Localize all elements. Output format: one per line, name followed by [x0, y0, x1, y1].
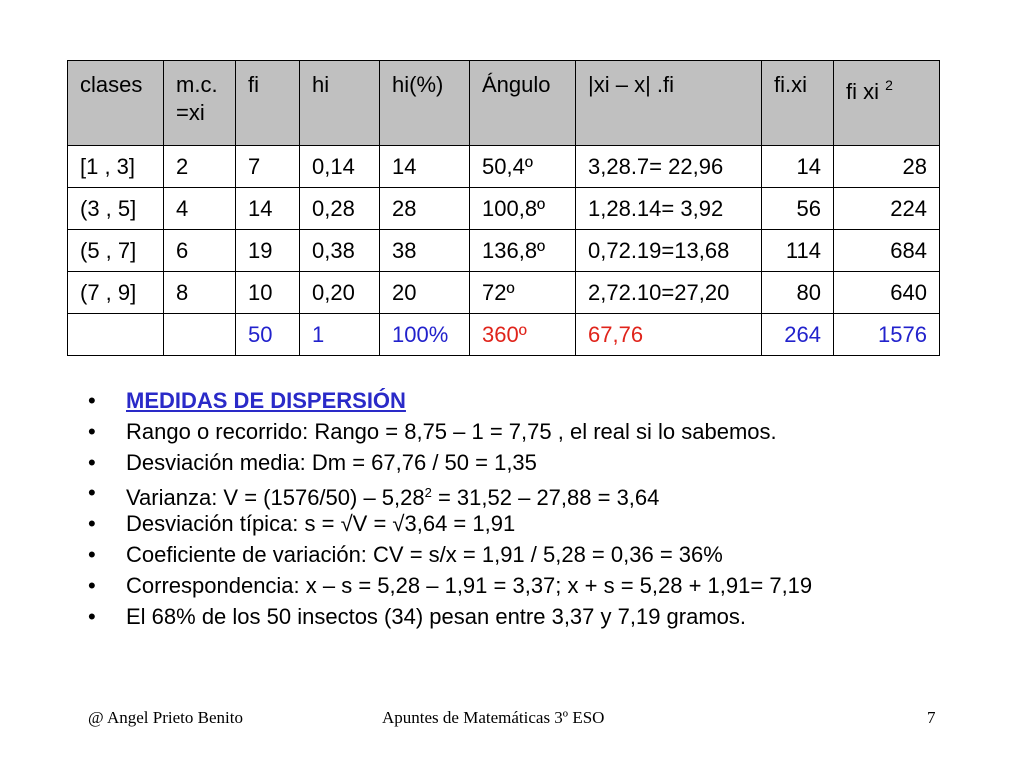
cell-angulo: 136,8º — [470, 230, 576, 272]
correspondencia-text: Correspondencia: x – s = 5,28 – 1,91 = 3,37; x + s = 5,28 + 1,91= 7,19 — [126, 572, 813, 598]
bullet-icon: • — [88, 511, 96, 537]
cell-angulo: 72º — [470, 272, 576, 314]
total-hi-percent: 100% — [380, 314, 470, 356]
bullet-heading — [88, 386, 812, 417]
cell-marca-clase: 6 — [164, 230, 236, 272]
total-hi: 1 — [300, 314, 380, 356]
table-row — [68, 188, 940, 230]
cell-fi: 7 — [236, 146, 300, 188]
header-hi: hi — [300, 61, 380, 146]
totals-row — [68, 314, 940, 356]
bullet-icon: • — [88, 388, 96, 413]
total-abs-deviation: 67,76 — [576, 314, 762, 356]
cell-marca-clase: 8 — [164, 272, 236, 314]
header-fi-xi: fi.xi — [762, 61, 834, 146]
bullet-desviacion-tipica — [88, 509, 812, 540]
desviacion-media-text: Desviación media: Dm = 67,76 / 50 = 1,35 — [126, 449, 537, 475]
header-abs-deviation: |xi – x| .fi — [576, 61, 762, 146]
cell-fi-xi-squared: 28 — [834, 146, 940, 188]
dispersion-measures-list — [88, 386, 812, 632]
cell-total-empty — [164, 314, 236, 356]
cell-marca-clase: 4 — [164, 188, 236, 230]
cell-marca-clase: 2 — [164, 146, 236, 188]
total-fi-xi: 264 — [762, 314, 834, 356]
bullet-icon: • — [88, 541, 96, 567]
bullet-varianza — [88, 478, 812, 509]
table-header-row — [68, 61, 940, 146]
bullet-coeficiente — [88, 540, 812, 571]
section-heading: MEDIDAS DE DISPERSIÓN — [126, 388, 406, 413]
cell-hi: 0,38 — [300, 230, 380, 272]
cell-abs-deviation: 1,28.14= 3,92 — [576, 188, 762, 230]
cell-hi-percent: 28 — [380, 188, 470, 230]
cell-angulo: 100,8º — [470, 188, 576, 230]
cell-abs-deviation: 3,28.7= 22,96 — [576, 146, 762, 188]
bullet-rango — [88, 417, 812, 448]
cell-hi: 0,14 — [300, 146, 380, 188]
table-row — [68, 230, 940, 272]
bullet-correspondencia — [88, 571, 812, 602]
cell-clases: [1 , 3] — [68, 146, 164, 188]
header-marca-clase: m.c. =xi — [164, 61, 236, 146]
footer-course-title: Apuntes de Matemáticas 3º ESO — [382, 708, 605, 727]
cell-fi-xi-squared: 640 — [834, 272, 940, 314]
desviacion-tipica-text: Desviación típica: s = √V = √3,64 = 1,91 — [126, 511, 516, 537]
header-angulo: Ángulo — [470, 61, 576, 146]
footer-author: @ Angel Prieto Benito — [88, 708, 243, 727]
cell-fi: 10 — [236, 272, 300, 314]
cell-hi-percent: 38 — [380, 230, 470, 272]
varianza-text: Varianza: $V = (1576/50) - 5,28^2 = 31,52 - 27,88 = 3,64$ — [126, 485, 660, 511]
total-fi-xi-squared: 1576 — [834, 314, 940, 356]
header-hi-percent: hi(%) — [380, 61, 470, 146]
cell-clases: (5 , 7] — [68, 230, 164, 272]
bullet-icon: • — [88, 418, 96, 444]
cell-hi: 0,20 — [300, 272, 380, 314]
bullet-icon: • — [88, 572, 96, 598]
cell-fi-xi: 80 — [762, 272, 834, 314]
cell-clases: (3 , 5] — [68, 188, 164, 230]
table-row — [68, 146, 940, 188]
header-clases: clases — [68, 61, 164, 146]
frequency-table — [67, 60, 940, 356]
total-fi: 50 — [236, 314, 300, 356]
cell-clases: (7 , 9] — [68, 272, 164, 314]
bullet-icon: • — [88, 480, 96, 506]
cell-abs-deviation: 2,72.10=27,20 — [576, 272, 762, 314]
bullet-desviacion-media — [88, 448, 812, 479]
cell-fi-xi-squared: 224 — [834, 188, 940, 230]
header-fi-xi-squared: fi xi $^2$ — [834, 61, 940, 146]
cell-fi-xi: 14 — [762, 146, 834, 188]
total-angulo: 360º — [470, 314, 576, 356]
cell-total-empty — [68, 314, 164, 356]
rango-text: Rango o recorrido: Rango = 8,75 – 1 = 7,75 , el real si lo sabemos. — [126, 418, 777, 444]
bullet-conclusion — [88, 602, 812, 633]
table-row — [68, 272, 940, 314]
cell-hi-percent: 14 — [380, 146, 470, 188]
header-fi: fi — [236, 61, 300, 146]
cell-fi-xi: 56 — [762, 188, 834, 230]
coeficiente-text: Coeficiente de variación: CV = s/x = 1,91 / 5,28 = 0,36 = 36% — [126, 541, 723, 567]
cell-hi: 0,28 — [300, 188, 380, 230]
page-number: 7 — [927, 708, 936, 727]
cell-fi-xi: 114 — [762, 230, 834, 272]
bullet-icon: • — [88, 603, 96, 629]
cell-fi: 19 — [236, 230, 300, 272]
conclusion-text: El 68% de los 50 insectos (34) pesan entre 3,37 y 7,19 gramos. — [126, 603, 747, 629]
cell-angulo: 50,4º — [470, 146, 576, 188]
cell-fi-xi-squared: 684 — [834, 230, 940, 272]
cell-abs-deviation: 0,72.19=13,68 — [576, 230, 762, 272]
cell-fi: 14 — [236, 188, 300, 230]
cell-hi-percent: 20 — [380, 272, 470, 314]
bullet-icon: • — [88, 449, 96, 475]
